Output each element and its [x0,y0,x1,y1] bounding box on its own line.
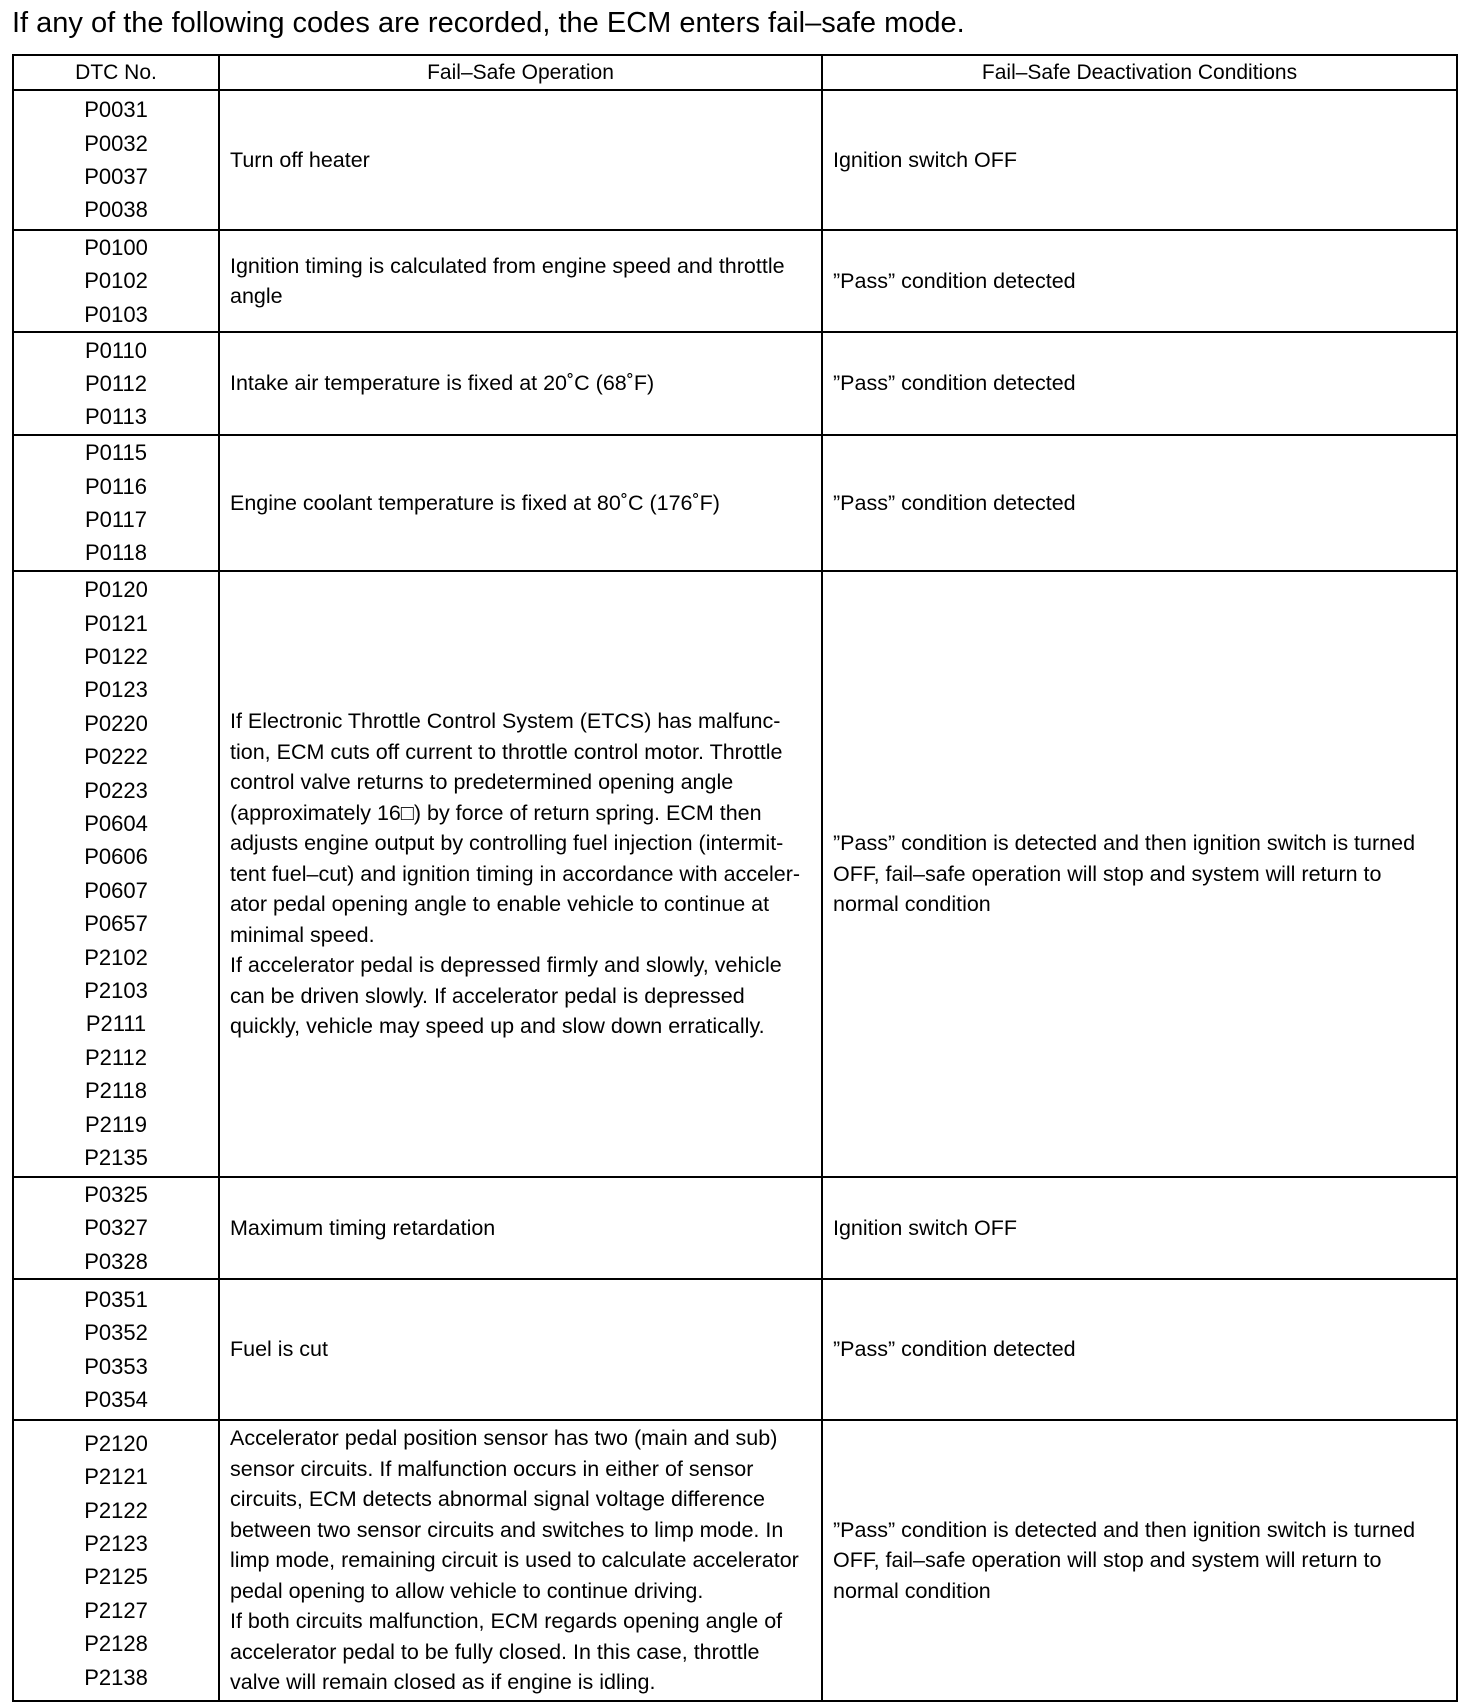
header-row [13,55,1457,90]
dtc-code: P0116 [85,473,147,499]
dtc-code: P2121 [84,1464,148,1490]
dtc-code: P2122 [84,1497,148,1523]
dtc-code: P0032 [84,130,148,156]
dtc-code: P2135 [84,1145,148,1171]
fail-safe-operation-cell: Maximum timing retardation [219,1177,822,1279]
dtc-code: P0351 [84,1286,148,1312]
dtc-code: P2119 [85,1111,147,1137]
deactivation-condition-cell: Ignition switch OFF [822,1177,1457,1279]
table-row [13,571,1457,1177]
table-row [13,435,1457,571]
deactivation-condition-cell: Ignition switch OFF [822,90,1457,230]
dtc-codes-cell [13,571,219,1177]
dtc-code: P0223 [84,777,148,803]
deactivation-condition-cell: ”Pass” condition is detected and then ignition switch is turned OFF, fail–safe operation will stop and system will return to normal condition [822,1420,1457,1701]
dtc-code: P2120 [84,1430,148,1456]
header-fail-safe-operation: Fail–Safe Operation [219,55,822,90]
dtc-code: P0031 [84,97,148,123]
dtc-code: P0123 [84,677,148,703]
dtc-codes-cell [13,435,219,571]
dtc-code: P2128 [84,1631,148,1657]
dtc-code: P2111 [85,1011,147,1037]
intro-text: If any of the following codes are recorded, the ECM enters fail–safe mode. [12,7,965,39]
dtc-code: P0117 [85,507,147,533]
dtc-code: P0120 [84,577,148,603]
dtc-code: P0328 [84,1248,148,1274]
table-row [13,90,1457,230]
dtc-code: P0327 [84,1215,148,1241]
dtc-code: P0657 [84,911,148,937]
dtc-code: P0037 [84,164,148,189]
dtc-code: P0354 [84,1386,148,1412]
dtc-code: P0118 [85,540,147,566]
dtc-code: P2112 [85,1044,147,1070]
dtc-code: P0222 [84,744,148,770]
dtc-codes-cell [13,90,219,230]
dtc-code: P0352 [84,1320,148,1346]
fail-safe-operation-cell: Accelerator pedal position sensor has two (main and sub) sensor circuits. If malfunction occurs in either of sensor circuits, ECM detects abnormal signal voltage difference between two sensor circuits and switches to limp mode. In limp mode, remaining circuit is used to calculate accelerator pedal opening to allow vehicle to continue driving. If both circuits malfunction, ECM regards opening angle of accelerator pedal to be fully closed. In this case, throttle valve will remain closed as if engine is idling. [219,1420,822,1701]
table-row [13,1279,1457,1420]
dtc-code: P0102 [84,268,148,294]
dtc-code: P0112 [85,371,147,397]
dtc-codes-cell [13,332,219,435]
dtc-code: P2123 [84,1530,148,1556]
deactivation-condition-cell: ”Pass” condition detected [822,1279,1457,1420]
dtc-code: P2118 [85,1078,147,1104]
dtc-code: P0607 [84,877,148,903]
header-dtc-no: DTC No. [13,55,219,90]
dtc-code: P0113 [85,404,147,430]
dtc-code: P0038 [84,197,148,223]
dtc-code: P0115 [85,440,147,466]
deactivation-condition-cell: ”Pass” condition detected [822,435,1457,571]
deactivation-condition-cell: ”Pass” condition detected [822,230,1457,332]
fail-safe-operation-cell: If Electronic Throttle Control System (ETCS) has malfunc- tion, ECM cuts off current to throttle control motor. Throttle control valve returns to predetermined opening angle (approximately 16□) by force of return spring. ECM then adjusts engine output by controlling fuel injection (intermit- tent fuel–cut) and ignition timing in accordance with acceler- ator pedal opening angle to enable vehicle to continue at minimal speed. If accelerator pedal is depressed firmly and slowly, vehicle can be driven slowly. If accelerator pedal is depressed quickly, vehicle may speed up and slow down erratically. [219,571,822,1177]
dtc-code: P0110 [85,337,147,363]
dtc-code: P0100 [84,235,148,260]
dtc-codes-cell [13,1177,219,1279]
dtc-code: P0103 [84,301,148,327]
table-row [13,230,1457,332]
dtc-code: P0606 [84,844,148,870]
dtc-code: P0220 [84,710,148,736]
table-row [13,332,1457,435]
fail-safe-table [12,54,1458,1702]
fail-safe-operation-cell: Turn off heater [219,90,822,230]
table-row [13,1420,1457,1701]
fail-safe-operation-cell: Fuel is cut [219,1279,822,1420]
deactivation-condition-cell: ”Pass” condition detected [822,332,1457,435]
deactivation-condition-cell: ”Pass” condition is detected and then ignition switch is turned OFF, fail–safe operation will stop and system will return to normal condition [822,571,1457,1177]
dtc-codes-cell [13,230,219,332]
fail-safe-operation-cell: Intake air temperature is fixed at 20˚C (68˚F) [219,332,822,435]
dtc-code: P2125 [84,1564,148,1590]
dtc-codes-cell [13,1420,219,1701]
table-row [13,1177,1457,1279]
dtc-code: P0122 [84,644,148,669]
header-deactivation-conditions: Fail–Safe Deactivation Conditions [822,55,1457,90]
dtc-code: P2138 [84,1664,148,1690]
dtc-code: P0604 [84,811,148,837]
dtc-code: P0353 [84,1353,148,1379]
dtc-code: P2103 [84,978,148,1004]
dtc-code: P2102 [84,944,148,970]
dtc-codes-cell [13,1279,219,1420]
fail-safe-operation-cell: Ignition timing is calculated from engine speed and throttle angle [219,230,822,332]
dtc-code: P0121 [84,610,148,636]
dtc-code: P2127 [84,1597,148,1623]
dtc-code: P0325 [84,1181,148,1207]
fail-safe-operation-cell: Engine coolant temperature is fixed at 80˚C (176˚F) [219,435,822,571]
